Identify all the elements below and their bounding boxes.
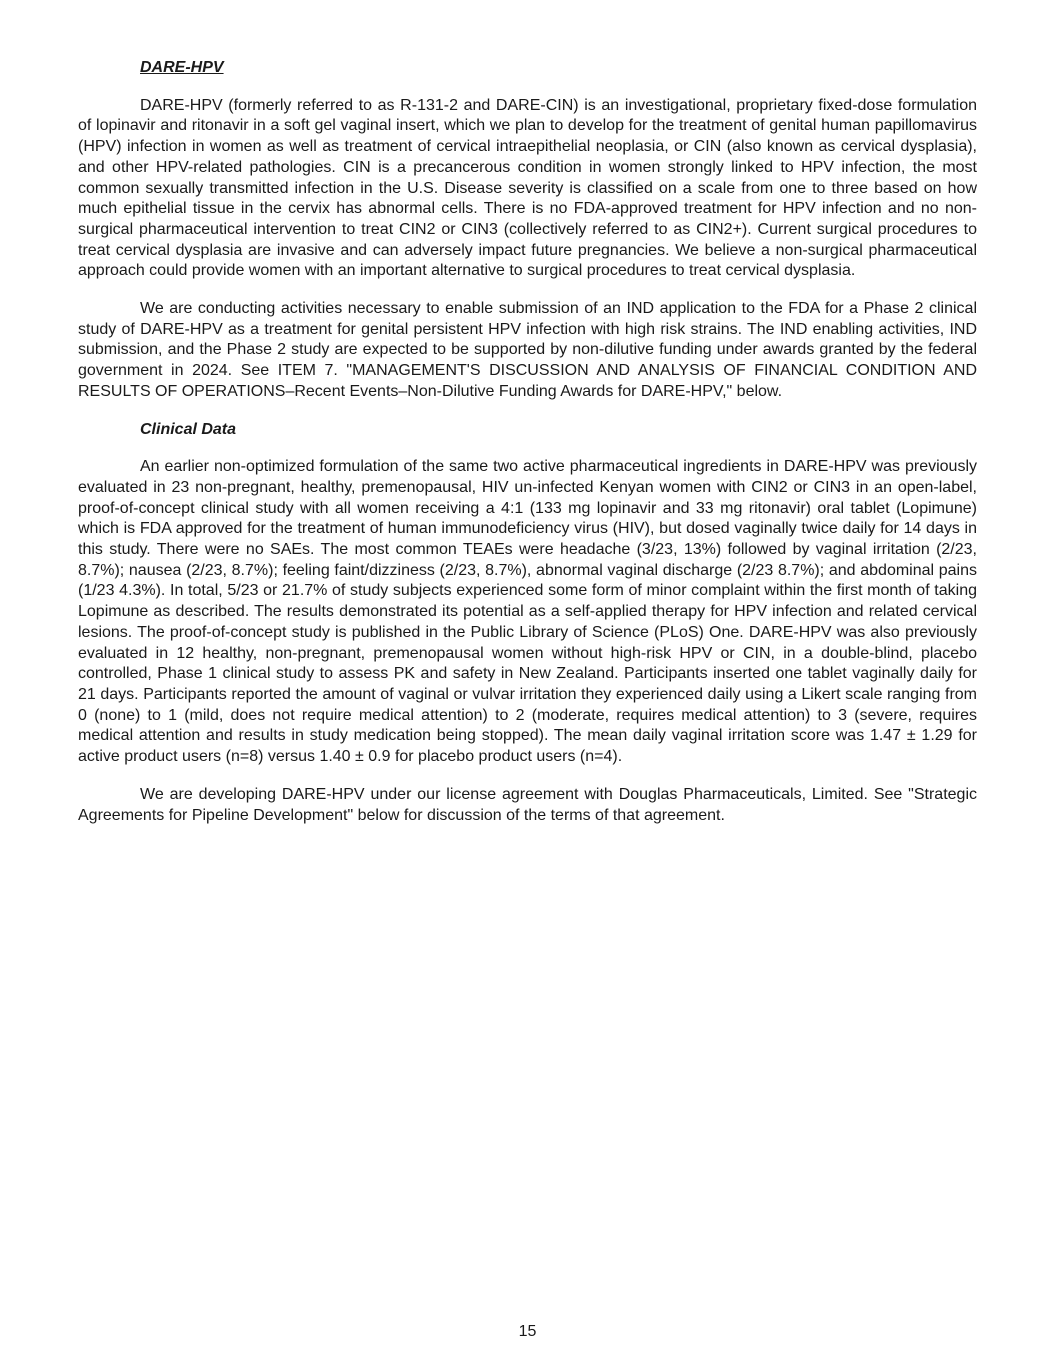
- ind-paragraph: We are conducting activities necessary to enable submission of an IND application to the FDA for a Phase 2 clinical study of DARE-HPV as a treatment for genital persistent HPV infection with high risk strains. The IND enabling activities, IND submission, and the Phase 2 study are expected to be supported by non-dilutive funding under awards granted by the federal government in 2024. See ITEM 7. "MANAGEMENT'S DISCUSSION AND ANALYSIS OF FINANCIAL CONDITION AND RESULTS OF OPERATIONS–Recent Events–Non-Dilutive Funding Awards for DARE-HPV," below.: [78, 300, 977, 400]
- section-heading: DARE-HPV: [140, 59, 224, 76]
- page-content: [78, 58, 977, 843]
- clinical-data-paragraph: An earlier non-optimized formulation of the same two active pharmaceutical ingredients in DARE-HPV was previously evaluated in 23 non-pregnant, healthy, premenopausal, HIV un-infected Kenyan women with CIN2 or CIN3 in an open-label, proof-of-concept clinical study with all women receiving a 4:1 (133 mg lopinavir and 33 mg ritonavir) oral tablet (Lopimune) which is FDA approved for the treatment of human immunodeficiency virus (HIV), but dosed vaginally twice daily for 14 days in this study. There were no SAEs. The most common TEAEs were headache (3/23, 13%) followed by vaginal irritation (2/23, 8.7%); nausea (2/23, 8.7%); feeling faint/dizziness (2/23, 8.7%), abnormal vaginal discharge (2/23 8.7%); and abdominal pains (1/23 4.3%). In total, 5/23 or 21.7% of study subjects experienced some form of minor complaint within the first month of taking Lopimune as described. The results demonstrated its potential as a self-applied therapy for HPV infection and related cervical lesions. The proof-of-concept study is published in the Public Library of Science (PLoS) One. DARE-HPV was also previously evaluated in 12 healthy, non-pregnant, premenopausal women without high-risk HPV or CIN, in a double-blind, placebo controlled, Phase 1 clinical study to assess PK and safety in New Zealand. Participants inserted one tablet vaginally daily for 21 days. Participants reported the amount of vaginal or vulvar irritation they experienced daily using a Likert scale ranging from 0 (none) to 1 (mild, does not require medical attention) to 2 (moderate, requires medical attention) to 3 (severe, requires medical attention and results in study medication being stopped). The mean daily vaginal irritation score was 1.47 ± 1.29 for active product users (n=8) versus 1.40 ± 0.9 for placebo product users (n=4).: [78, 458, 977, 766]
- clinical-data-heading: Clinical Data: [140, 420, 237, 438]
- intro-paragraph: DARE-HPV (formerly referred to as R-131-2 and DARE-CIN) is an investigational, proprietary fixed-dose formulation of lopinavir and ritonavir in a soft gel vaginal insert, which we plan to develop for the treatment of genital human papillomavirus (HPV) infection in women as well as treatment of cervical intraepithelial neoplasia, or CIN (also known as cervical dysplasia), and other HPV-related pathologies. CIN is a precancerous condition in women strongly linked to HPV infection, the most common sexually transmitted infection in the U.S. Disease severity is classified on a scale from one to three based on how much epithelial tissue in the cervix has abnormal cells. There is no FDA-approved treatment for HPV infection and no non-surgical pharmaceutical intervention to treat CIN2 or CIN3 (collectively referred to as CIN2+). Current surgical procedures to treat cervical dysplasia are invasive and can adversely impact future pregnancies. We believe a non-surgical pharmaceutical approach could provide women with an important alternative to surgical procedures to treat cervical dysplasia.: [78, 96, 977, 280]
- page-number: 15: [518, 1323, 537, 1340]
- license-paragraph: We are developing DARE-HPV under our license agreement with Douglas Pharmaceuticals, Limited. See "Strategic Agreements for Pipeline Development" below for discussion of the terms of that agreement.: [78, 785, 977, 824]
